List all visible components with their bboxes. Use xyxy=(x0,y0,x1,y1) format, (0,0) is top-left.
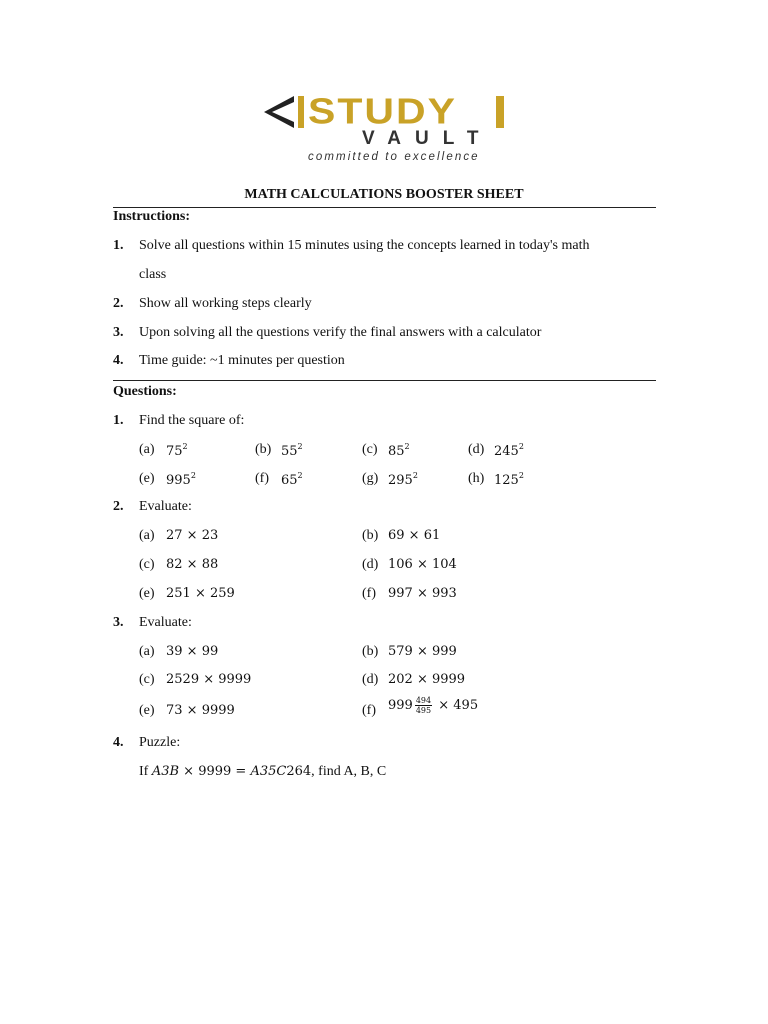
product-expression: 997 × 993 xyxy=(388,586,457,601)
part-label: (d) xyxy=(362,672,379,687)
part-label: (e) xyxy=(139,586,155,601)
part-label: (e) xyxy=(139,703,155,718)
instruction-text: Show all working steps clearly xyxy=(139,296,312,311)
part-label: (b) xyxy=(362,528,379,543)
part-label: (f) xyxy=(362,586,376,601)
square-expression: $295^2$ xyxy=(388,471,418,488)
product-expression: 69 × 61 xyxy=(388,528,441,543)
divider xyxy=(113,380,656,381)
question-number: 3. xyxy=(113,615,124,630)
study-vault-logo xyxy=(262,92,512,170)
product-expression: 579 × 999 xyxy=(388,644,457,659)
product-expression: 251 × 259 xyxy=(166,586,235,601)
instruction-text: Solve all questions within 15 minutes using the concepts learned in today's math xyxy=(139,238,590,253)
mixed-fraction-expression: 999 $\frac{494}{495}$ × 495 xyxy=(388,696,479,715)
part-label: (e) xyxy=(139,471,155,486)
part-label: (c) xyxy=(139,672,155,687)
part-label: (g) xyxy=(362,471,379,486)
part-label: (a) xyxy=(139,644,155,659)
question-prompt: Find the square of: xyxy=(139,413,245,428)
square-expression: $65^2$ xyxy=(281,471,303,488)
part-label: (d) xyxy=(468,442,485,457)
part-label: (b) xyxy=(362,644,379,659)
logo-brand-top: STUDY xyxy=(308,91,457,132)
logo-brand-bottom: VAULT xyxy=(362,128,493,149)
question-prompt: Puzzle: xyxy=(139,735,181,750)
part-label: (a) xyxy=(139,442,155,457)
part-label: (c) xyxy=(362,442,378,457)
questions-heading: Questions: xyxy=(113,384,177,399)
logo-tagline: committed to excellence xyxy=(308,151,480,163)
question-prompt: Evaluate: xyxy=(139,499,192,514)
square-expression: $85^2$ xyxy=(388,442,410,459)
question-prompt: Evaluate: xyxy=(139,615,192,630)
page-title: MATH CALCULATIONS BOOSTER SHEET xyxy=(244,187,524,202)
instruction-text: Upon solving all the questions verify the final answers with a calculator xyxy=(139,325,542,340)
fraction: $\frac{494}{495}$ xyxy=(415,696,432,715)
square-expression: $125^2$ xyxy=(494,471,524,488)
square-expression: $75^2$ xyxy=(166,442,188,459)
puzzle-statement: If A3B × 9999 = A35C264, find A, B, C xyxy=(139,764,387,779)
part-label: (b) xyxy=(255,442,272,457)
question-number: 4. xyxy=(113,735,124,750)
instruction-text: Time guide: ~1 minutes per question xyxy=(139,353,345,368)
question-number: 1. xyxy=(113,413,124,428)
square-expression: $55^2$ xyxy=(281,442,303,459)
instruction-number: 4. xyxy=(113,353,124,368)
instructions-heading: Instructions: xyxy=(113,209,191,224)
product-expression: 106 × 104 xyxy=(388,557,457,572)
product-expression: 2529 × 9999 xyxy=(166,672,252,687)
part-label: (c) xyxy=(139,557,155,572)
divider xyxy=(113,207,656,208)
instruction-number: 3. xyxy=(113,325,124,340)
part-label: (h) xyxy=(468,471,485,486)
instruction-number: 1. xyxy=(113,238,124,253)
product-expression: 82 × 88 xyxy=(166,557,219,572)
product-expression: 202 × 9999 xyxy=(388,672,466,687)
product-expression: 73 × 9999 xyxy=(166,703,235,718)
square-expression: $245^2$ xyxy=(494,442,524,459)
product-expression: 39 × 99 xyxy=(166,644,219,659)
square-expression: $995^2$ xyxy=(166,471,196,488)
part-label: (d) xyxy=(362,557,379,572)
part-label: (a) xyxy=(139,528,155,543)
instruction-text-continued: class xyxy=(139,267,167,282)
instruction-number: 2. xyxy=(113,296,124,311)
part-label: (f) xyxy=(255,471,269,486)
part-label: (f) xyxy=(362,703,376,718)
product-expression: 27 × 23 xyxy=(166,528,219,543)
question-number: 2. xyxy=(113,499,124,514)
